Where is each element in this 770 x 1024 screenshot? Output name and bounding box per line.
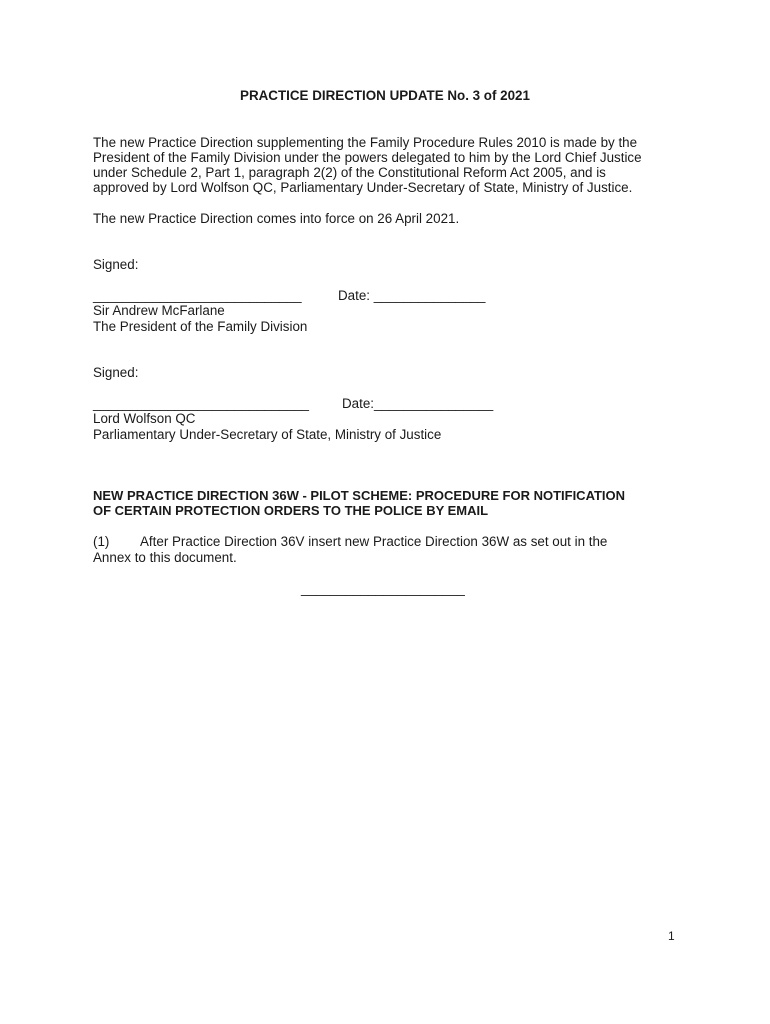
signatory-role: The President of the Family Division <box>93 319 308 334</box>
date-line: Date: _______________ <box>338 288 486 303</box>
separator-line: ______________________ <box>301 581 465 596</box>
signature-line: ____________________________ <box>93 288 302 303</box>
paragraph-text: After Practice Direction 36V insert new Practice Direction 36W as set out in the <box>140 534 608 549</box>
signature-line: _____________________________ <box>93 396 309 411</box>
in-force-statement: The new Practice Direction comes into force on 26 April 2021. <box>93 211 460 226</box>
signed-label: Signed: <box>93 257 139 272</box>
date-line: Date:________________ <box>342 396 494 411</box>
section-heading-line: OF CERTAIN PROTECTION ORDERS TO THE POLICE BY EMAIL <box>93 503 489 518</box>
intro-line: approved by Lord Wolfson QC, Parliamentary Under-Secretary of State, Ministry of Justice. <box>93 180 633 195</box>
intro-line: The new Practice Direction supplementing the Family Procedure Rules 2010 is made by the <box>93 135 638 150</box>
paragraph-number: (1) <box>93 534 110 549</box>
paragraph-text: Annex to this document. <box>93 550 237 565</box>
intro-line: under Schedule 2, Part 1, paragraph 2(2) of the Constitutional Reform Act 2005, and is <box>93 165 606 180</box>
page-number: 1 <box>668 929 675 943</box>
intro-line: President of the Family Division under the powers delegated to him by the Lord Chief Justice <box>93 150 642 165</box>
section-heading-line: NEW PRACTICE DIRECTION 36W - PILOT SCHEME: PROCEDURE FOR NOTIFICATION <box>93 488 626 503</box>
signatory-name: Sir Andrew McFarlane <box>93 303 225 318</box>
signatory-role: Parliamentary Under-Secretary of State, Ministry of Justice <box>93 427 442 442</box>
document-title: PRACTICE DIRECTION UPDATE No. 3 of 2021 <box>240 88 530 103</box>
signed-label: Signed: <box>93 365 139 380</box>
signatory-name: Lord Wolfson QC <box>93 411 196 426</box>
